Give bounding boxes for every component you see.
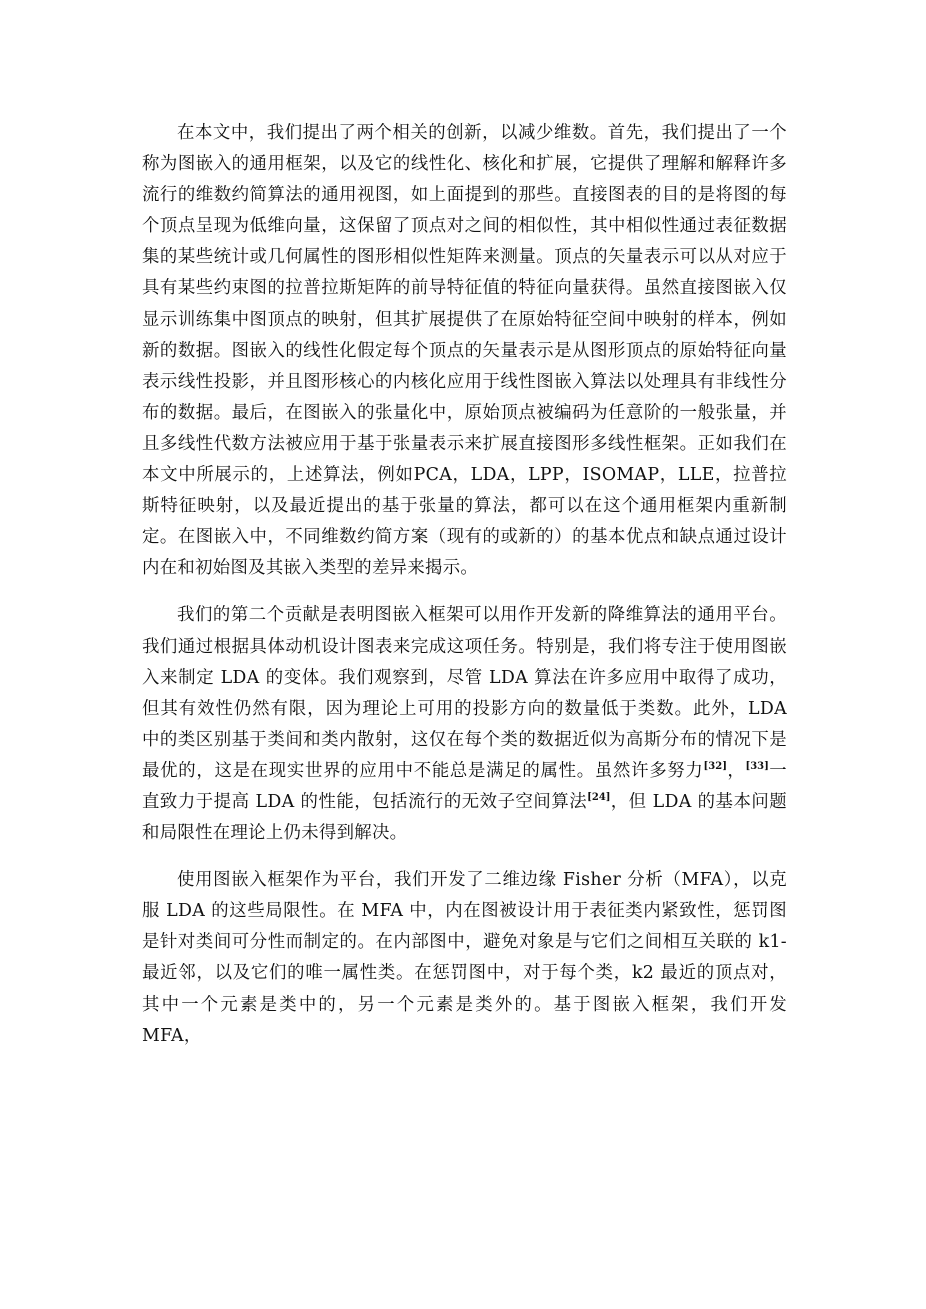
paragraph-second-contribution (142, 600, 787, 849)
paragraph-text: 我们的第二个贡献是表明图嵌入框架可以用作开发新的降维算法的通用平台。我们通过根据具体动机设计图表来完成这项任务。特别是，我们将专注于使用图嵌入来制定 LDA 的变体。我们观察到，尽管 LDA 算法在许多应用中取得了成功，但其有效性仍然有限，因为理论上可用的投影方向的数量低于类数。此外，LDA 中的类区别基于类间和类内散射，这仅在每个类的数据近似为高斯分布的情况下是最优的，这是在现实世界的应用中不能总是满足的属性。虽然许多努力 (142, 605, 787, 781)
citation-ref-33: [33] (745, 760, 769, 772)
paragraph-text: ，但 LDA 的基本问题和局限性在理论上仍未得到解决。 (142, 791, 787, 844)
paragraph-text: 在本文中，我们提出了两个相关的创新，以减少维数。首先，我们提出了一个称为图嵌入的通用框架，以及它的线性化、核化和扩展，它提供了理解和解释许多流行的维数约简算法的通用视图，如上面提到的那些。直接图表的目的是将图的每个顶点呈现为低维向量，这保留了顶点对之间的相似性，其中相似性通过表征数据集的某些统计或几何属性的图形相似性矩阵来测量。顶点的矢量表示可以从对应于具有某些约束图的拉普拉斯矩阵的前导特征值的特征向量获得。虽然直接图嵌入仅显示训练集中图顶点的映射，但其扩展提供了在原始特征空间中映射的样本，例如新的数据。图嵌入的线性化假定每个顶点的矢量表示是从图形顶点的原始特征向量表示线性投影，并且图形核心的内核化应用于线性图嵌入算法以处理具有非线性分布的数据。最后，在图嵌入的张量化中，原始顶点被编码为任意阶的一般张量，并且多线性代数方法被应用于基于张量表示来扩展直接图形多线性框架。正如我们在本文中所展示的，上述算法，例如PCA，LDA，LPP，ISOMAP，LLE，拉普拉斯特征映射，以及最近提出的基于张量的算法，都可以在这个通用框架内重新制定。在图嵌入中，不同维数约简方案（现有的或新的）的基本优点和缺点通过设计内在和初始图及其嵌入类型的差异来揭示。 (142, 123, 787, 579)
document-body (142, 118, 787, 1052)
paragraph-mfa (142, 865, 787, 1052)
paragraph-text: 使用图嵌入框架作为平台，我们开发了二维边缘 Fisher 分析（MFA），以克服 LDA 的这些局限性。在 MFA 中，内在图被设计用于表征类内紧致性，惩罚图是针对类间可分性而制定的。在内部图中，避免对象是与它们之间相互关联的 k1-最近邻，以及它们的唯一属性类。在惩罚图中，对于每个类，k2 最近的顶点对，其中一个元素是类中的，另一个元素是类外的。基于图嵌入框架，我们开发 MFA， (142, 870, 787, 1046)
citation-ref-24: [24] (587, 791, 611, 803)
paragraph-graph-embedding-framework (142, 118, 787, 584)
paragraph-text: 一直致力于提高 LDA 的性能，包括流行的无效子空间算法 (142, 760, 787, 812)
paragraph-text: ， (726, 760, 746, 781)
citation-ref-32: [32] (703, 760, 727, 772)
